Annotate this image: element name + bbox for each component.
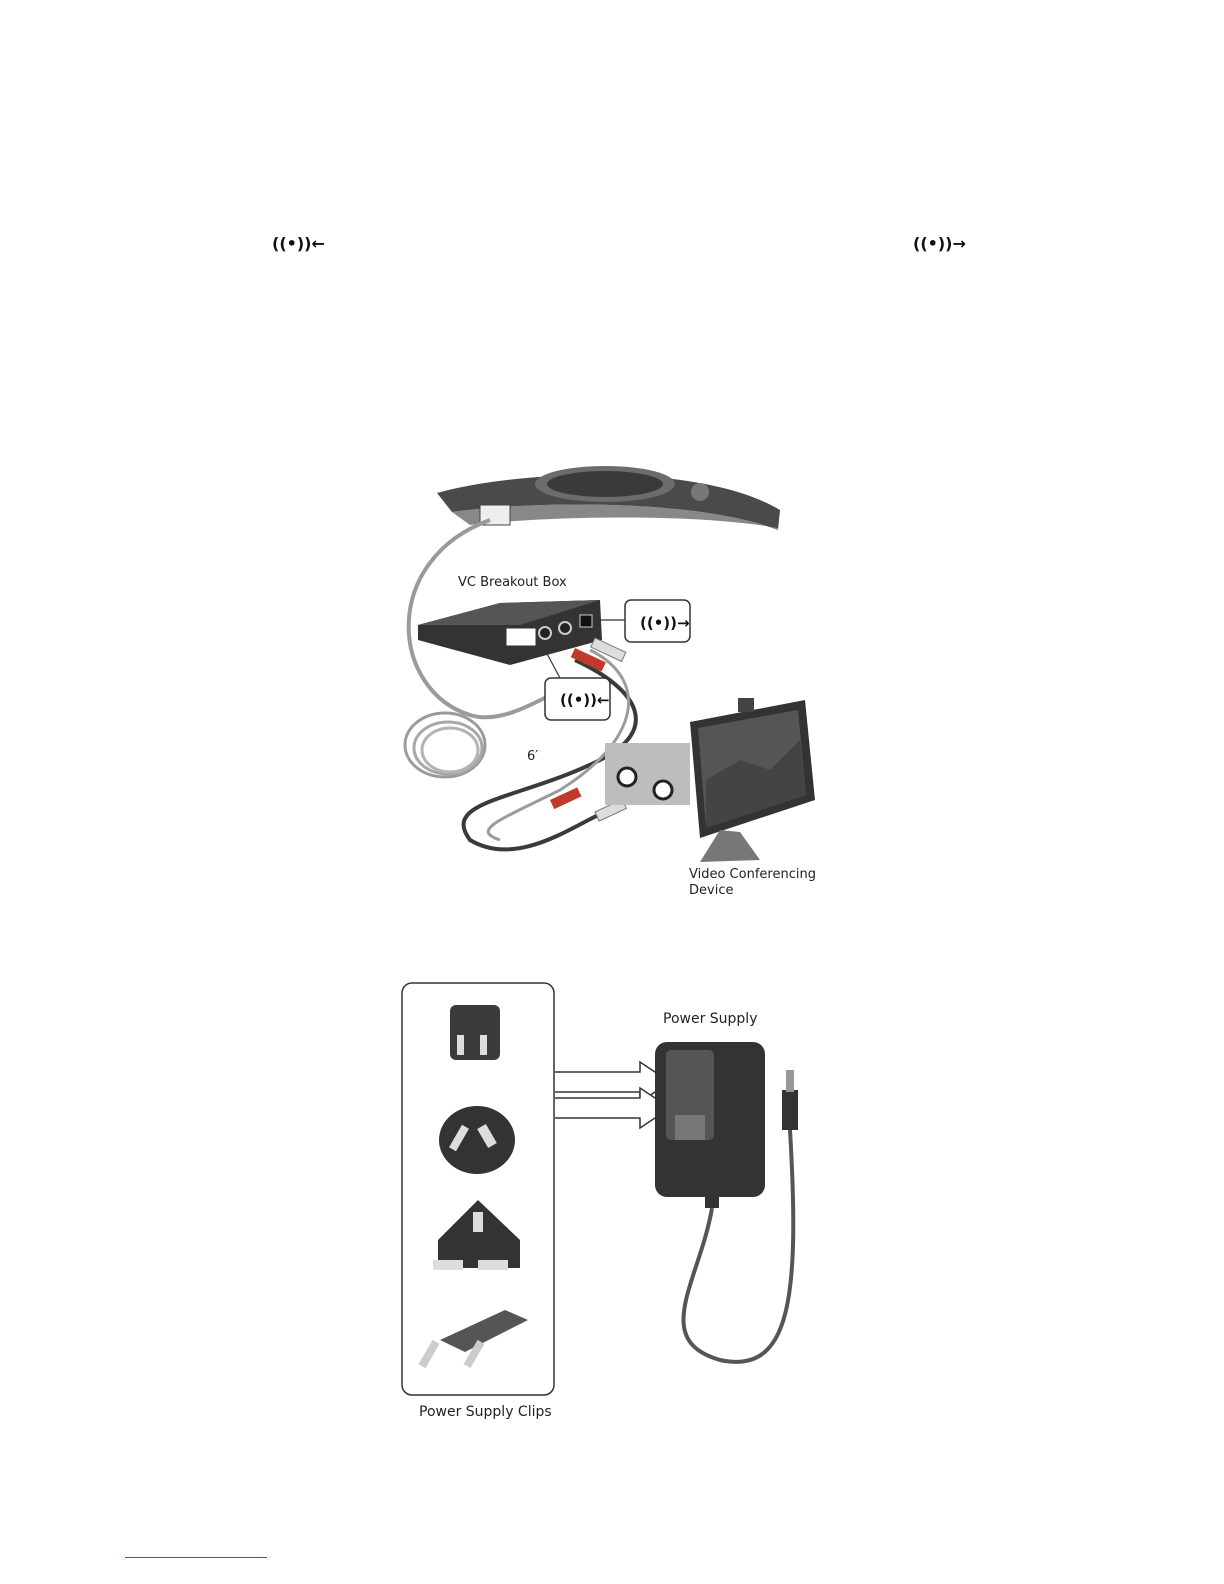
footnote-rule (125, 1557, 267, 1558)
power-adapter-illustration (655, 1042, 765, 1208)
device-label-line2: Device (689, 883, 734, 898)
insert-arrows (555, 1062, 670, 1128)
vc-connection-illustration (395, 460, 825, 905)
us-clip-icon (450, 1005, 500, 1060)
power-supply-illustration (395, 980, 825, 1425)
monitor-illustration (690, 698, 815, 862)
callout-out-symbol: ((•))→ (640, 614, 690, 632)
power-supply-label: Power Supply (663, 1011, 758, 1027)
cable-length-label: 6′ (527, 749, 539, 764)
audio-out-symbol: ((•))→ (913, 234, 966, 253)
clips-label: Power Supply Clips (419, 1404, 552, 1420)
audio-in-symbol: ((•))← (272, 234, 325, 253)
breakout-box-label: VC Breakout Box (458, 575, 567, 590)
device-label-line1: Video Conferencing (689, 867, 816, 882)
au-clip-icon (439, 1106, 515, 1174)
monitor-jack-panel (605, 743, 690, 805)
callout-in-symbol: ((•))← (560, 691, 610, 709)
